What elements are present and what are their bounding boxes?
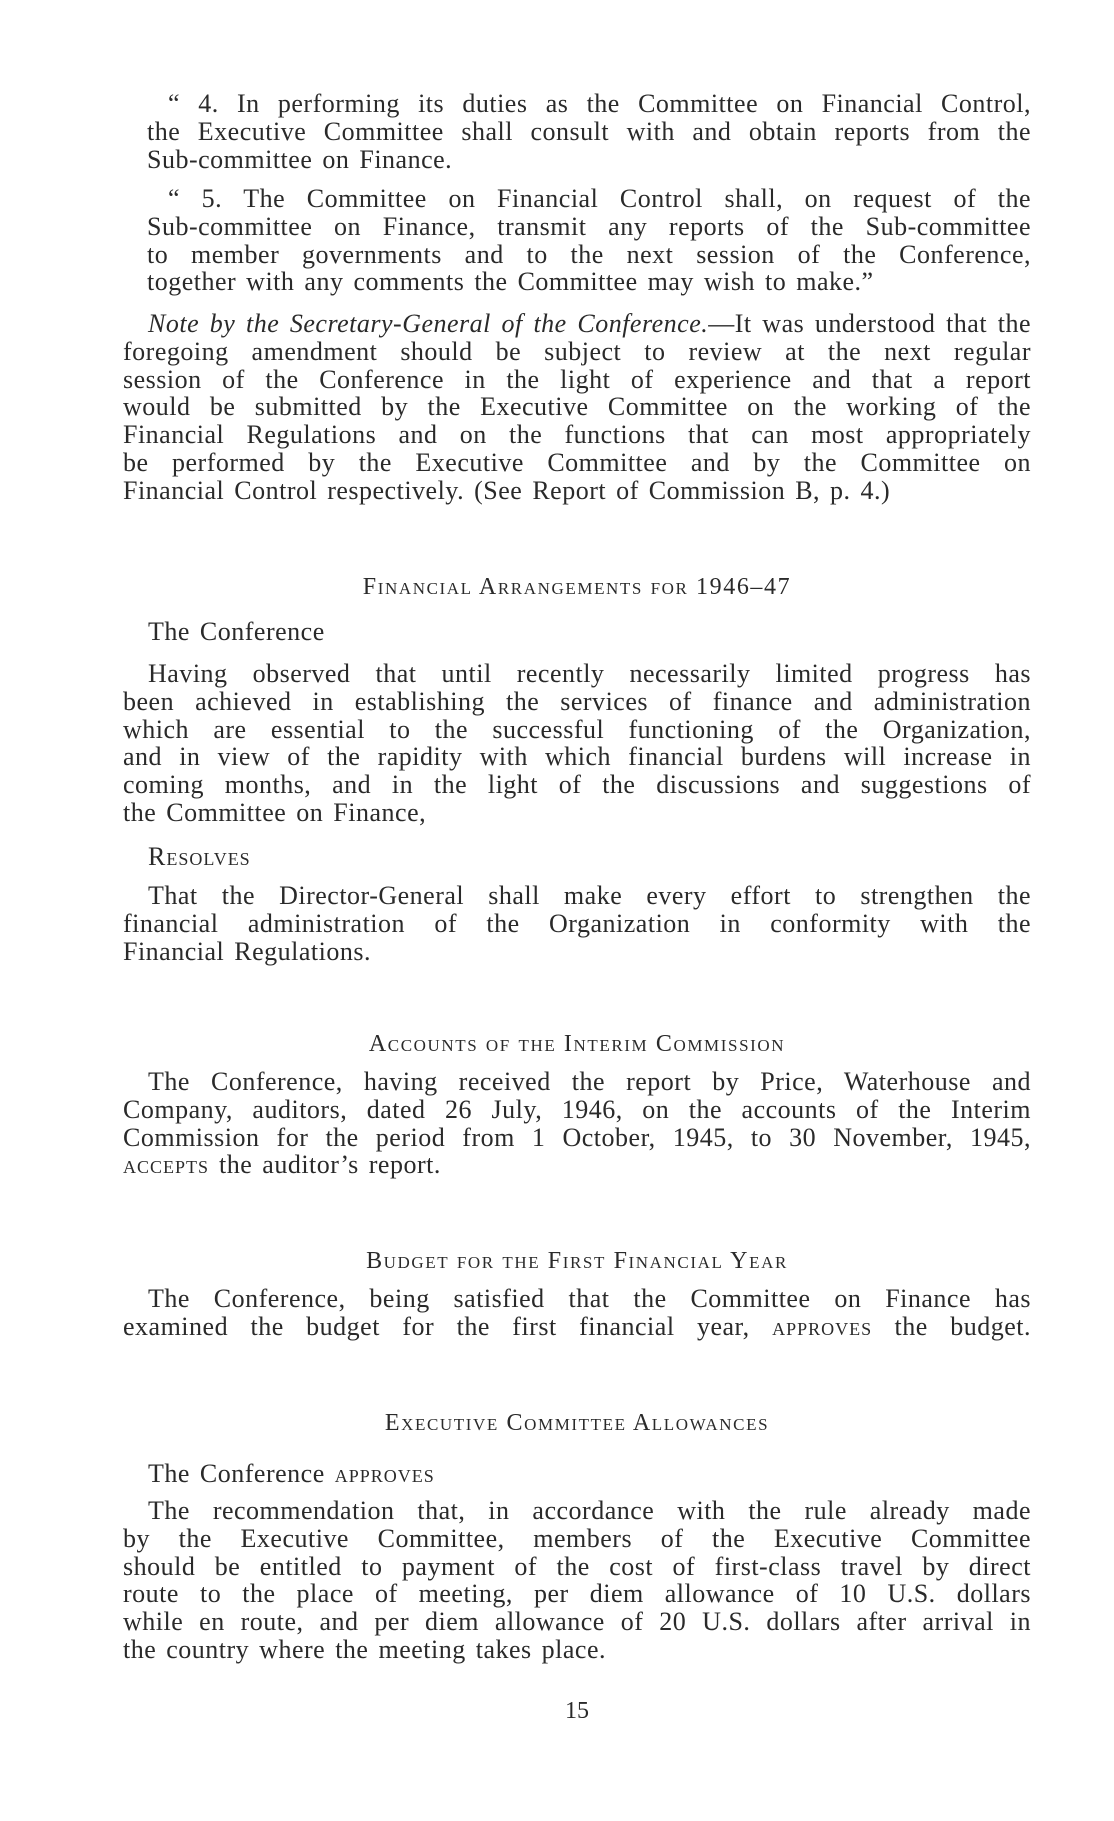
quoted-paragraph-4 bbox=[147, 90, 1031, 173]
text-line: Company, auditors, dated 26 July, 1946, on the accounts of the Interim bbox=[123, 1094, 1031, 1124]
text-line: been achieved in establishing the services of finance and administration bbox=[123, 686, 1031, 716]
secretary-general-note bbox=[123, 310, 1031, 505]
text-line: “ 4. In performing its duties as the Committee on Financial Control, bbox=[168, 89, 1031, 118]
text-line: the country where the meeting takes place. bbox=[123, 1634, 606, 1664]
text-line: foregoing amendment should be subject to review at the next regular bbox=[123, 336, 1031, 366]
paragraph bbox=[123, 1068, 1031, 1179]
text-span: the auditor’s report. bbox=[209, 1150, 441, 1180]
text-line bbox=[123, 1313, 1031, 1341]
text-line: should be entitled to payment of the cost of first-class travel by direct bbox=[123, 1551, 1031, 1581]
text-line: session of the Conference in the light of experience and that a report bbox=[123, 364, 1031, 394]
section-heading: Budget for the First Financial Year bbox=[366, 1248, 788, 1274]
operative-word: ACCEPTS bbox=[123, 1150, 210, 1180]
text-line: while en route, and per diem allowance of 20 U.S. dollars after arrival in bbox=[123, 1607, 1031, 1637]
text-line: “ 5. The Committee on Financial Control shall, on request of the bbox=[168, 184, 1031, 213]
paragraph bbox=[123, 660, 1031, 827]
operative-word: APPROVES bbox=[334, 1459, 435, 1488]
text-line: Sub-committee on Finance, transmit any reports of the Sub-committee bbox=[147, 211, 1031, 241]
text-line: Commission for the period from 1 October, 1945, to 30 November, 1945, bbox=[123, 1122, 1031, 1152]
text-line: which are essential to the successful functioning of the Organization, bbox=[123, 714, 1031, 744]
paragraph bbox=[123, 1285, 1031, 1341]
section-heading: Executive Committee Allowances bbox=[384, 1410, 770, 1436]
text-line: Having observed that until recently necessarily limited progress has bbox=[148, 659, 1031, 688]
text-line: the Executive Committee shall consult with and obtain reports from the bbox=[147, 116, 1031, 146]
note-label: Note by the Secretary-General of the Conference. bbox=[148, 309, 709, 338]
text-line bbox=[123, 1460, 1031, 1488]
section-heading: Accounts of the Interim Commission bbox=[368, 1031, 786, 1057]
text-line: to member governments and to the next session of the Conference, bbox=[147, 239, 1031, 269]
preamble bbox=[123, 618, 1031, 646]
operative-word: Resolves bbox=[148, 842, 251, 871]
text-line: The Conference bbox=[148, 617, 325, 646]
text-line: route to the place of meeting, per diem allowance of 10 U.S. dollars bbox=[123, 1579, 1031, 1609]
text-line bbox=[123, 310, 1031, 338]
text-line: would be submitted by the Executive Committee on the working of the bbox=[123, 392, 1031, 422]
text-line bbox=[123, 1151, 1031, 1179]
text-span: examined the budget for the first financial year, bbox=[123, 1311, 773, 1341]
text-span: —It was understood that the bbox=[708, 309, 1031, 338]
text-line: financial administration of the Organization in conformity with the bbox=[123, 908, 1031, 938]
text-line: The recommendation that, in accordance with the rule already made bbox=[148, 1496, 1031, 1525]
text-line: together with any comments the Committee may wish to make.” bbox=[147, 267, 874, 297]
text-line: be performed by the Executive Committee and by the Committee on bbox=[123, 447, 1031, 477]
page-number: 15 bbox=[565, 1698, 589, 1724]
text-span: the budget. bbox=[872, 1311, 1031, 1341]
section-heading: Financial Arrangements for 1946–47 bbox=[362, 574, 792, 600]
operative-clause bbox=[123, 843, 1031, 871]
paragraph bbox=[123, 1497, 1031, 1664]
text-line: by the Executive Committee, members of the Executive Committee bbox=[123, 1523, 1031, 1553]
text-line: Financial Control respectively. (See Report of Commission B, p. 4.) bbox=[123, 475, 891, 505]
text-line bbox=[123, 843, 1031, 871]
text-line: coming months, and in the light of the discussions and suggestions of bbox=[123, 770, 1031, 800]
text-span: The Conference bbox=[148, 1459, 335, 1488]
text-line: Sub-committee on Finance. bbox=[147, 144, 453, 174]
text-line: the Committee on Finance, bbox=[123, 797, 427, 827]
text-line: The Conference, being satisfied that the Committee on Finance has bbox=[148, 1284, 1031, 1313]
preamble bbox=[123, 1460, 1031, 1488]
operative-word: APPROVES bbox=[772, 1311, 873, 1341]
text-line: The Conference, having received the report by Price, Waterhouse and bbox=[148, 1067, 1031, 1096]
text-line: That the Director-General shall make every effort to strengthen the bbox=[148, 881, 1031, 910]
text-line: Financial Regulations. bbox=[123, 936, 371, 966]
paragraph bbox=[123, 882, 1031, 965]
text-line: Financial Regulations and on the functions that can most appropriately bbox=[123, 420, 1031, 450]
text-line: and in view of the rapidity with which financial burdens will increase in bbox=[123, 742, 1031, 772]
quoted-paragraph-5 bbox=[147, 185, 1031, 296]
